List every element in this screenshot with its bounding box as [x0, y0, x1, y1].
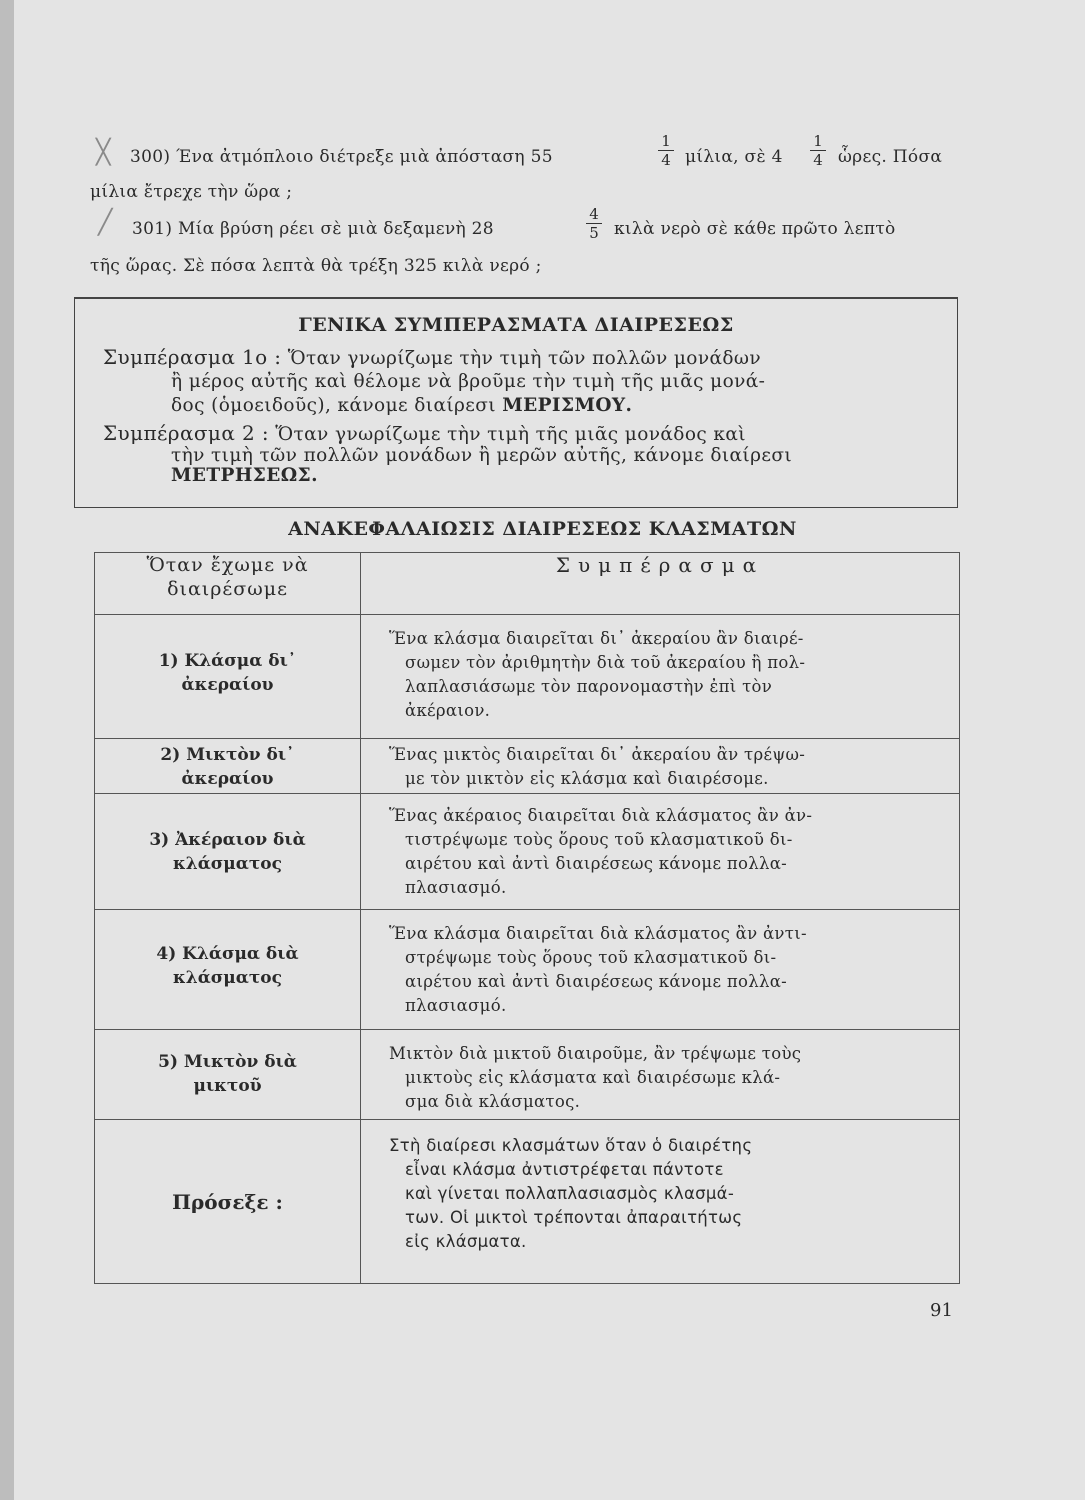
row-5-rule: Μικτὸν διὰ μικτοῦ διαιροῦμε, ἂν τρέψωμε τοὺς μικτοὺς εἰς κλάσματα καὶ διαιρέσωμε κλά- σμα διὰ κλάσματος.: [361, 1030, 960, 1120]
table-title: ΑΝΑΚΕΦΑΛΑΙΩΣΙΣ ΔΙΑΙΡΕΣΕΩΣ ΚΛΑΣΜΑΤΩΝ: [288, 518, 797, 540]
row-4-case: 4) Κλάσμα διὰ κλάσματος: [95, 910, 361, 1030]
fraction-1-4-b: $\frac{1}{4}$: [810, 132, 826, 169]
page-edge: [0, 0, 14, 1500]
table-header-row: [95, 553, 960, 615]
row-3-rule: Ἕνας ἀκέραιος διαιρεῖται διὰ κλάσματος ἂν ἀν- τιστρέψωμε τοὺς ὅρους τοῦ κλασματικοῦ δι- αιρέτου καὶ ἀντὶ διαιρέσεως κάνομε πολλα- πλασιασμό.: [361, 794, 960, 910]
row-1-rule: Ἕνα κλάσμα διαιρεῖται δι᾽ ἀκεραίου ἂν διαιρέ- σωμεν τὸν ἀριθμητὴν διὰ τοῦ ἀκεραίου ἢ πολ- λαπλασιάσωμε τὸν παρονομαστὴν ἐπὶ τὸν ἀκέραιον.: [361, 615, 960, 739]
row-2-case: 2) Μικτὸν δι᾽ ἀκεραίου: [95, 739, 361, 794]
page-number: 91: [930, 1300, 953, 1321]
conclusions-title: ΓΕΝΙΚΑ ΣΥΜΠΕΡΑΣΜΑΤΑ ΔΙΑΙΡΕΣΕΩΣ: [298, 314, 734, 336]
header-conclusion: Συμπέρασμα: [361, 553, 960, 615]
table-row: [95, 1030, 960, 1120]
fraction-1-4-a: $\frac{1}{4}$: [658, 132, 674, 169]
problem-300-end: ὧρες. Πόσα: [838, 147, 943, 167]
check-mark-icon: ╳: [96, 138, 111, 166]
header-when: Ὅταν ἔχωμε νὰ διαιρέσωμε: [95, 553, 361, 615]
conclusions-box: [74, 297, 958, 508]
row-5-case: 5) Μικτὸν διὰ μικτοῦ: [95, 1030, 361, 1120]
table-row-attention: [95, 1120, 960, 1284]
recap-table: [94, 552, 960, 1284]
problem-300-line1: 300) Ένα ἀτμόπλοιο διέτρεξε μιὰ ἀπόσταση 55: [130, 147, 553, 167]
table-row: [95, 739, 960, 794]
attention-label: Πρόσεξε :: [95, 1120, 361, 1284]
attention-text: Στὴ διαίρεσι κλασμάτων ὅταν ὁ διαιρέτης εἶναι κλάσμα ἀντιστρέφεται πάντοτε καὶ γίνεται πολλαπλασιασμὸς κλασμά- των. Οἱ μικτοὶ τρέπονται ἀπαραιτήτως εἰς κλάσματα.: [361, 1120, 960, 1284]
conclusion-2-line3: ΜΕΤΡΗΣΕΩΣ.: [171, 465, 318, 486]
row-3-case: 3) Ἀκέραιον διὰ κλάσματος: [95, 794, 361, 910]
table-row: [95, 910, 960, 1030]
row-2-rule: Ἕνας μικτὸς διαιρεῖται δι᾽ ἀκεραίου ἂν τρέψω- με τὸν μικτὸν εἰς κλάσμα καὶ διαιρέσομε.: [361, 739, 960, 794]
conclusion-2-line2: τὴν τιμὴ τῶν πολλῶν μονάδων ἢ μερῶν αὐτῆς, κάνομε διαίρεσι: [171, 445, 793, 466]
problem-301-line2: τῆς ὥρας. Σὲ πόσα λεπτὰ θὰ τρέξη 325 κιλὰ νερό ;: [90, 256, 542, 276]
problem-300-mid: μίλια, σὲ 4: [685, 147, 783, 167]
table-row: [95, 615, 960, 739]
problem-300-line2: μίλια ἔτρεχε τὴν ὥρα ;: [90, 182, 293, 202]
conclusion-1-line3: δος (ὁμοειδοῦς), κάνομε διαίρεσι ΜΕΡΙΣΜΟΥ.: [171, 395, 633, 416]
row-1-case: 1) Κλάσμα δι᾽ ἀκεραίου: [95, 615, 361, 739]
problem-301-line1: 301) Μία βρύση ρέει σὲ μιὰ δεξαμενὴ 28: [132, 219, 494, 239]
conclusion-2-line1: Συμπέρασμα 2 : Ὅταν γνωρίζωμε τὴν τιμὴ τῆς μιᾶς μονάδος καὶ: [103, 421, 746, 445]
conclusion-1-line2: ἢ μέρος αὐτῆς καὶ θέλομε νὰ βροῦμε τὴν τιμὴ τῆς μιᾶς μονά-: [171, 371, 766, 392]
row-4-rule: Ἕνα κλάσμα διαιρεῖται διὰ κλάσματος ἂν ἀντι- στρέψωμε τοὺς ὅρους τοῦ κλασματικοῦ δι- αιρέτου καὶ ἀντὶ διαιρέσεως κάνομε πολλα- πλασιασμό.: [361, 910, 960, 1030]
check-mark-icon: ╱: [98, 208, 113, 236]
table-row: [95, 794, 960, 910]
conclusion-1-line1: Συμπέρασμα 1ο : Ὅταν γνωρίζωμε τὴν τιμὴ τῶν πολλῶν μονάδων: [103, 345, 762, 369]
fraction-4-5: $\frac{4}{5}$: [586, 205, 602, 242]
problem-301-end: κιλὰ νερὸ σὲ κάθε πρῶτο λεπτὸ: [614, 219, 896, 239]
